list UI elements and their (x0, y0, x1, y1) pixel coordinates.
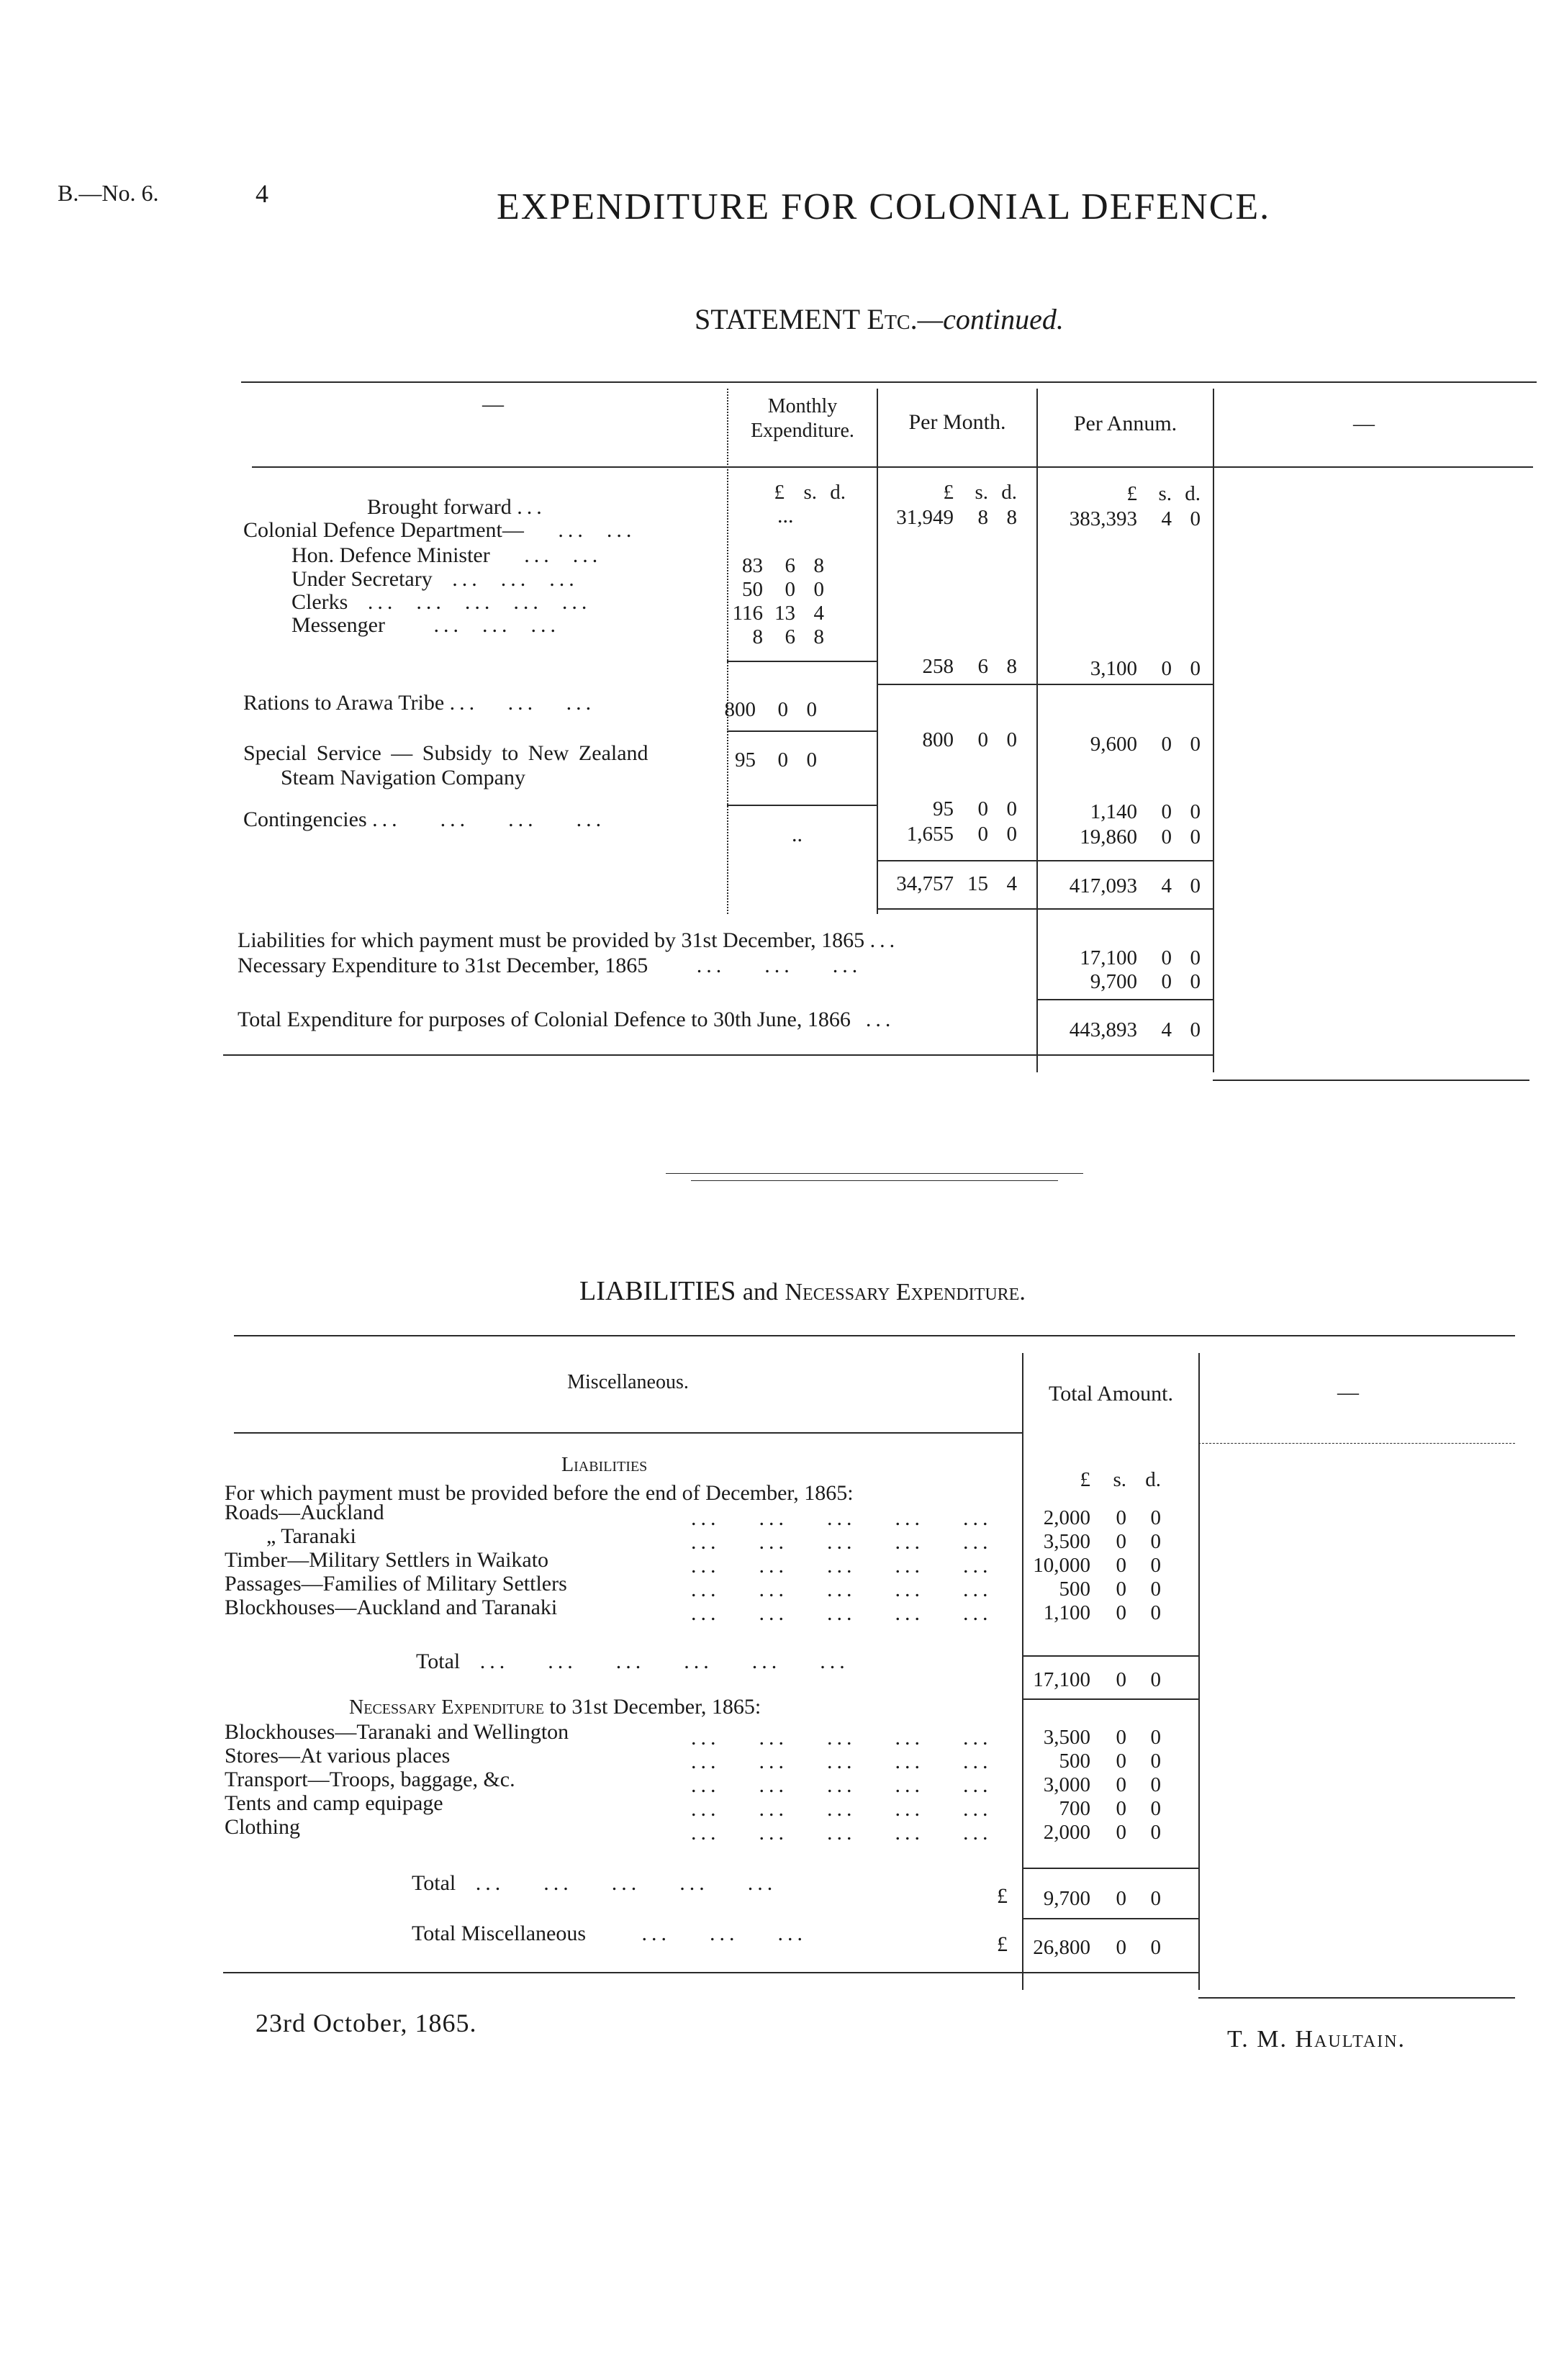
list-item-label (225, 1548, 548, 1573)
units-per-annum (1029, 482, 1201, 506)
liabilities-heading-and: and (742, 1279, 778, 1306)
leader-dots: ... ... ... ... ... (691, 1506, 993, 1530)
label: Necessary Expenditure (349, 1696, 545, 1719)
statement-heading-main: STATEMENT Etc. (695, 303, 918, 335)
list-item-label (225, 1768, 515, 1792)
pounds: 31,949 (896, 506, 954, 529)
pounds: 34,757 (896, 872, 954, 895)
grand-rule-top (1036, 999, 1213, 1000)
pounds: 83 (742, 554, 763, 577)
pence: 8 (813, 625, 824, 648)
pence: 0 (1150, 1726, 1161, 1749)
label: Transport—Troops, baggage, &c. (225, 1768, 515, 1791)
row-contingencies-monthly: .. (792, 823, 803, 846)
pounds: 9,700 (1043, 1887, 1090, 1910)
row-arawa-monthly (684, 698, 817, 722)
liab-table-top-rule (234, 1335, 1515, 1336)
col-monthly-l2: Expenditure. (751, 420, 854, 442)
pence: 0 (1150, 1750, 1161, 1773)
header-rule-right (727, 466, 1533, 468)
misc-total-pound: £ (997, 1932, 1008, 1956)
pounds: 443,893 (1069, 1018, 1137, 1041)
row-special-per-annum (1029, 800, 1201, 824)
row-total-per-annum (1029, 874, 1201, 898)
line-grand-total: Total Expenditure for purposes of Colonial Defence to 30th June, 1866 ... (238, 1008, 895, 1031)
pounds: 800 (724, 698, 756, 721)
pounds: 17,100 (1033, 1668, 1090, 1691)
leader-dots: ... ... ... ... ... (691, 1578, 993, 1601)
pence: 4 (1006, 872, 1017, 895)
misc-total-value (1004, 1936, 1161, 1960)
row-brought-forward-per-month (846, 506, 1017, 530)
pence: 0 (1006, 823, 1017, 846)
pounds: 9,700 (1090, 970, 1137, 993)
label: Total Miscellaneous (412, 1922, 587, 1945)
label: Total (412, 1871, 456, 1895)
shillings: 4 (1161, 507, 1172, 530)
list-item-value (1004, 1554, 1161, 1578)
pence: 0 (1190, 657, 1201, 680)
line-necessary: Necessary Expenditure to 31st December, 1865 ... ... ... (238, 954, 862, 977)
liab-header-rule (234, 1432, 1022, 1434)
label: Timber—Military Settlers in Waikato (225, 1548, 549, 1572)
shillings: 6 (785, 554, 795, 577)
label: Total Expenditure for purposes of Colonial Defence to 30th June, 1866 (238, 1008, 851, 1031)
pounds: 10,000 (1033, 1554, 1090, 1577)
pence: 0 (1006, 728, 1017, 751)
line-grand-total-value (1029, 1018, 1201, 1042)
col-miscellaneous: Miscellaneous. (567, 1371, 689, 1393)
line-necessary-value (1029, 970, 1201, 994)
pounds: 19,860 (1080, 825, 1137, 849)
section-separator (666, 1173, 1083, 1174)
leader-dots: ... ... ... ... ... (691, 1797, 993, 1821)
pounds: 17,100 (1080, 946, 1137, 969)
row-arawa-label: Rations to Arawa Tribe ... ... ... (243, 691, 596, 715)
row-messenger-label: Messenger ... ... ... (291, 613, 560, 637)
list-item-label (225, 1720, 569, 1745)
shillings: 0 (1116, 1821, 1126, 1844)
shillings: 0 (1116, 1797, 1126, 1820)
list-item-label (225, 1596, 557, 1620)
list-item-label (225, 1815, 300, 1840)
shillings: 6 (977, 655, 988, 678)
shillings: 0 (777, 698, 788, 721)
misc-total-label: Total Miscellaneous ... ... ... (412, 1922, 808, 1945)
leader-dots: ... ... ... ... ... (691, 1773, 993, 1797)
row-contingencies-per-month (846, 823, 1017, 846)
label-line-1: Special Service — Subsidy to New Zealand (243, 741, 648, 765)
col-per-month: Per Month. (908, 410, 1006, 434)
unit-s: s. (1158, 482, 1172, 505)
leader-dots: ... ... ... ... ... (691, 1530, 993, 1554)
pence: 0 (1150, 1821, 1161, 1844)
leader-dots: ... ... ... ... ... (691, 1821, 993, 1845)
list-item-label (225, 1791, 443, 1816)
liabilities-heading (579, 1275, 1026, 1307)
row-colonial-dept-label: Colonial Defence Department— ... ... (243, 518, 636, 542)
row-under-sec-monthly (691, 578, 824, 602)
shillings: 0 (1116, 1773, 1126, 1796)
pounds: 116 (732, 602, 763, 625)
label: Brought forward (367, 495, 512, 519)
pounds: 26,800 (1033, 1936, 1090, 1959)
liab-total-label: Total ... ... ... ... ... ... (416, 1650, 849, 1673)
label: Hon. Defence Minister (291, 543, 490, 567)
row-minister-monthly (691, 554, 824, 578)
list-item-label (266, 1524, 356, 1549)
shillings: 0 (977, 728, 988, 751)
row-dept-total-per-month (846, 655, 1017, 679)
shillings: 0 (785, 578, 795, 601)
pence: 4 (813, 602, 824, 625)
label: Total (416, 1650, 461, 1673)
grand-rule-bottom (223, 1054, 1213, 1056)
shillings: 0 (1161, 733, 1172, 756)
per-annum-rule-1 (1036, 684, 1213, 685)
pence: 0 (1190, 946, 1201, 969)
row-special-monthly (684, 748, 817, 772)
pounds: 50 (742, 578, 763, 601)
line-liabilities-value (1029, 946, 1201, 970)
liab-col-divider-2 (1198, 1353, 1200, 1990)
list-item-value (1004, 1506, 1161, 1530)
liabilities-label: Liabilities (561, 1454, 648, 1476)
shillings: 0 (1161, 657, 1172, 680)
label: Clerks (291, 590, 348, 614)
pence: 0 (1150, 1887, 1161, 1910)
pence: 8 (1006, 506, 1017, 529)
unit-pound: £ (943, 481, 954, 504)
label: Clothing (225, 1815, 301, 1839)
pounds: 258 (922, 655, 954, 678)
shillings: 4 (1161, 874, 1172, 897)
pence: 0 (1150, 1773, 1161, 1796)
label: Blockhouses—Auckland and Taranaki (225, 1596, 558, 1619)
row-contingencies-per-annum (1029, 825, 1201, 849)
shillings: 0 (1116, 1530, 1126, 1553)
shillings: 0 (1116, 1601, 1126, 1624)
label: Under Secretary (291, 567, 433, 591)
pounds: 383,393 (1069, 507, 1137, 530)
pence: 0 (1190, 1018, 1201, 1041)
pence: 0 (1150, 1936, 1161, 1959)
shillings: 0 (977, 797, 988, 820)
label: Contingencies (243, 807, 367, 831)
leader-dots: ... ... ... ... ... (691, 1554, 993, 1578)
necessary-label (349, 1695, 761, 1719)
shillings: 0 (1161, 970, 1172, 993)
units-per-month (846, 481, 1017, 504)
shillings: 0 (1161, 946, 1172, 969)
row-messenger-monthly (691, 625, 824, 649)
row-brought-forward-per-annum (1029, 507, 1201, 531)
pounds: 1,140 (1090, 800, 1137, 823)
col-last: — (1353, 412, 1375, 435)
list-item-value (1004, 1821, 1161, 1845)
col-divider-4 (1213, 389, 1214, 1072)
list-item-value (1004, 1601, 1161, 1625)
pence: 0 (806, 698, 817, 721)
unit-pound: £ (774, 481, 785, 504)
pence: 0 (1190, 970, 1201, 993)
row-total-per-month (846, 872, 1017, 896)
col-divider-1 (727, 389, 728, 914)
shillings: 0 (777, 748, 788, 772)
list-item-value (1004, 1750, 1161, 1773)
shillings: 0 (1116, 1506, 1126, 1529)
list-item-label (225, 1744, 450, 1768)
pounds: 3,000 (1043, 1773, 1090, 1796)
pounds: 95 (933, 797, 954, 820)
label: Tents and camp equipage (225, 1791, 443, 1815)
pounds: 1,655 (906, 823, 954, 846)
row-clerks-label: Clerks ... ... ... ... ... (291, 590, 592, 614)
shillings: 0 (1116, 1668, 1126, 1691)
liab-total-rule-bottom (1022, 1698, 1198, 1700)
unit-pound: £ (1080, 1468, 1090, 1491)
per-month-rule-1 (877, 684, 1036, 685)
list-item-value (1004, 1726, 1161, 1750)
row-minister-label: Hon. Defence Minister ... ... (291, 543, 602, 567)
pence: 0 (1006, 797, 1017, 820)
leader-dots: ... ... ... ... ... (691, 1601, 993, 1625)
label: Messenger (291, 613, 385, 637)
shillings: 0 (1116, 1750, 1126, 1773)
pence: 0 (1150, 1506, 1161, 1529)
pounds: 9,600 (1090, 733, 1137, 756)
shillings: 0 (1116, 1887, 1126, 1910)
unit-d: d. (1001, 481, 1017, 504)
list-item-value (1004, 1578, 1161, 1601)
page-title: EXPENDITURE FOR COLONIAL DEFENCE. (497, 186, 1271, 227)
row-special-per-month (846, 797, 1017, 821)
pounds: 800 (922, 728, 954, 751)
row-special-label (243, 741, 648, 790)
pounds: 500 (1059, 1750, 1090, 1773)
pence: 0 (1150, 1578, 1161, 1601)
unit-pound: £ (1126, 482, 1137, 505)
pence: 0 (1150, 1797, 1161, 1820)
pence: 0 (1190, 825, 1201, 849)
label: Blockhouses—Taranaki and Wellington (225, 1720, 569, 1744)
col-per-annum: Per Annum. (1073, 412, 1177, 435)
nec-total-rule (1022, 1868, 1198, 1869)
shillings: 0 (1161, 800, 1172, 823)
shillings: 0 (1116, 1936, 1126, 1959)
statement-heading-suffix: —continued. (917, 303, 1064, 335)
liab-units (1004, 1468, 1161, 1492)
liab-table-bottom-rule (223, 1972, 1198, 1973)
leader-dots: ... ... ... ... ... (691, 1726, 993, 1750)
unit-s: s. (975, 481, 988, 504)
shillings: 8 (977, 506, 988, 529)
shillings: 0 (1116, 1554, 1126, 1577)
unit-d: d. (1145, 1468, 1161, 1491)
row-arawa-per-month (846, 728, 1017, 752)
shillings: 0 (1116, 1578, 1126, 1601)
pounds: 2,000 (1043, 1506, 1090, 1529)
pounds: 3,500 (1043, 1530, 1090, 1553)
row-arawa-per-annum (1029, 733, 1201, 756)
row-contingencies-label: Contingencies ... ... ... ... (243, 807, 606, 831)
pounds: 95 (735, 748, 756, 772)
col-monthly-l1: Monthly (767, 395, 838, 417)
unit-d: d. (830, 481, 846, 504)
label: Passages—Families of Military Settlers (225, 1572, 567, 1596)
pence: 0 (1190, 800, 1201, 823)
nec-total-pound: £ (997, 1884, 1008, 1908)
pounds: 700 (1059, 1797, 1090, 1820)
pence: 8 (813, 554, 824, 577)
pounds: 1,100 (1043, 1601, 1090, 1624)
list-item-label (225, 1572, 567, 1596)
total-rule-top (877, 860, 1213, 861)
col-total-amount: Total Amount. (1049, 1382, 1173, 1406)
footer-date: 23rd October, 1865. (256, 2009, 477, 2037)
units-monthly (713, 481, 846, 504)
unit-s: s. (1113, 1468, 1126, 1491)
pounds: 3,100 (1090, 657, 1137, 680)
pence: 8 (1006, 655, 1017, 678)
liab-total-value (1004, 1668, 1161, 1692)
shillings: 6 (785, 625, 795, 648)
pounds: 3,500 (1043, 1726, 1090, 1749)
label-line-2: Steam Navigation Company (281, 766, 525, 789)
liabilities-intro: For which payment must be provided before the end of December, 1865: (225, 1481, 854, 1505)
liabilities-heading-rest: Necessary Expenditure. (785, 1279, 1026, 1306)
pence: 0 (1190, 507, 1201, 530)
liab-table-bottom-rule-right (1198, 1997, 1515, 1999)
label-rest: to 31st December, 1865: (549, 1695, 761, 1719)
pence: 0 (813, 578, 824, 601)
section-separator-2 (691, 1180, 1058, 1181)
leader-dots: ... ... ... ... ... (691, 1750, 993, 1773)
row-under-sec-label: Under Secretary ... ... ... (291, 567, 579, 591)
total-rule-bottom (877, 908, 1213, 910)
row-clerks-monthly (691, 602, 824, 625)
nec-total-rule-bottom (1022, 1918, 1198, 1919)
row-brought-forward-label: Brought forward ... (367, 495, 546, 519)
nec-total-value (1004, 1887, 1161, 1911)
shillings: 0 (1161, 825, 1172, 849)
table-bottom-rule-right (1213, 1080, 1529, 1081)
list-item-value (1004, 1797, 1161, 1821)
label: Liabilities for which payment must be provided by 31st December, 1865 (238, 928, 865, 952)
label: Stores—At various places (225, 1744, 451, 1768)
shillings: 13 (774, 602, 795, 625)
row-dept-total-per-annum (1029, 657, 1201, 681)
pence: 0 (1190, 874, 1201, 897)
liabilities-heading-main: LIABILITIES (579, 1276, 736, 1306)
label: Necessary Expenditure to 31st December, 1865 (238, 954, 648, 977)
liab-total-rule (1022, 1655, 1198, 1657)
pounds: 2,000 (1043, 1821, 1090, 1844)
label: Rations to Arawa Tribe (243, 691, 445, 715)
liab-header-rule-right (1198, 1443, 1515, 1444)
pounds: 500 (1059, 1578, 1090, 1601)
pence: 0 (1190, 733, 1201, 756)
list-item-label (225, 1501, 384, 1525)
label: Colonial Defence Department— (243, 518, 524, 542)
header-rule-left (252, 466, 727, 468)
liab-col-last: — (1337, 1380, 1359, 1404)
shillings: 4 (1161, 1018, 1172, 1041)
table-top-rule (241, 381, 1537, 383)
unit-d: d. (1185, 482, 1201, 505)
list-item-value (1004, 1773, 1161, 1797)
shillings: 15 (967, 872, 988, 895)
line-liabilities: Liabilities for which payment must be provided by 31st December, 1865 ... (238, 928, 900, 952)
pence: 0 (1150, 1601, 1161, 1624)
pence: 0 (806, 748, 817, 772)
list-item-value (1004, 1530, 1161, 1554)
shillings: 0 (1116, 1726, 1126, 1749)
col-blank: — (482, 392, 504, 416)
document-reference: B.—No. 6. (58, 180, 159, 206)
unit-s: s. (803, 481, 817, 504)
nec-total-label: Total ... ... ... ... ... (412, 1871, 777, 1895)
pence: 0 (1150, 1530, 1161, 1553)
label: „ Taranaki (266, 1524, 356, 1548)
page-number: 4 (256, 179, 268, 208)
row-brought-forward-monthly: ... (777, 504, 794, 528)
statement-heading (695, 302, 1064, 336)
shillings: 0 (977, 823, 988, 846)
pounds: 417,093 (1069, 874, 1137, 897)
pence: 0 (1150, 1668, 1161, 1691)
col-monthly-expenditure (731, 394, 874, 443)
label: Roads—Auckland (225, 1501, 384, 1524)
pence: 0 (1150, 1554, 1161, 1577)
footer-signature: T. M. Haultain. (1227, 2026, 1406, 2053)
pounds: 8 (752, 625, 763, 648)
